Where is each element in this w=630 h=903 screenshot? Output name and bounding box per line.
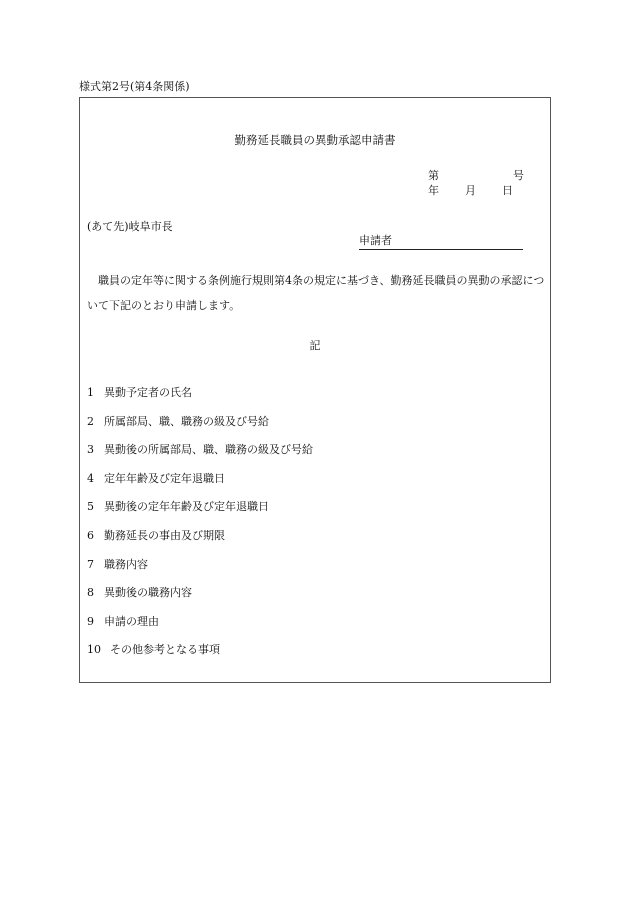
item-number: 2 (87, 414, 94, 428)
list-item (87, 415, 313, 444)
list-item (87, 529, 313, 558)
item-label: 所属部局、職、職務の級及び号給 (104, 414, 269, 428)
list-item (87, 443, 313, 472)
list-item (87, 643, 313, 672)
ki-heading: 記 (309, 339, 321, 352)
list-item (87, 558, 313, 587)
form-title: 勤務延長職員の異動承認申請書 (234, 133, 396, 147)
list-item (87, 615, 313, 644)
date-year-label: 年 (428, 184, 439, 197)
item-number: 6 (87, 528, 94, 542)
item-label: 申請の理由 (104, 614, 159, 628)
list-item (87, 586, 313, 615)
item-label: 異動後の所属部局、職、職務の級及び号給 (104, 443, 313, 457)
list-item (87, 472, 313, 501)
date-line (428, 184, 513, 198)
applicant-signature-line (359, 234, 523, 250)
item-number: 3 (87, 443, 94, 457)
item-label: 異動予定者の氏名 (104, 386, 192, 399)
application-form-frame (79, 97, 551, 683)
number-dai-label: 第 (428, 169, 439, 182)
number-go-label: 号 (513, 169, 524, 182)
item-label: その他参考となる事項 (110, 643, 220, 657)
item-label: 定年年齢及び定年退職日 (104, 471, 225, 485)
item-label: 異動後の職務内容 (104, 586, 192, 600)
item-label: 異動後の定年年齢及び定年退職日 (104, 500, 269, 514)
list-item (87, 386, 313, 415)
date-day-label: 日 (502, 184, 513, 197)
application-body-text: 職員の定年等に関する条例施行規則第4条の規定に基づき、勤務延長職員の異動の承認について下記のとおり申請します。 (87, 274, 545, 312)
document-number-line (428, 169, 524, 183)
item-number: 9 (87, 614, 94, 628)
addressee: (あて先)岐阜市長 (87, 220, 173, 233)
item-label: 職務内容 (104, 557, 148, 571)
applicant-label: 申請者 (359, 234, 392, 247)
item-number: 7 (87, 557, 94, 571)
list-item (87, 500, 313, 529)
item-number: 5 (87, 500, 94, 514)
form-number-label: 様式第2号(第4条関係) (79, 80, 190, 93)
item-number: 8 (87, 586, 94, 600)
item-number: 1 (87, 386, 94, 399)
date-month-label: 月 (465, 184, 476, 197)
item-list (87, 386, 313, 672)
item-label: 勤務延長の事由及び期限 (104, 528, 225, 542)
item-number: 4 (87, 471, 94, 485)
item-number: 10 (87, 643, 101, 657)
